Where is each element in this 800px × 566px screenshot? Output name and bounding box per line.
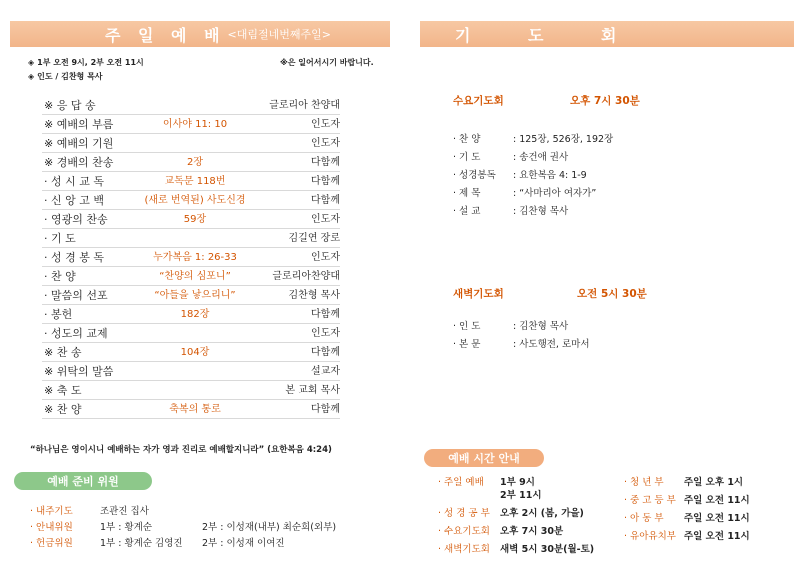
order-item-label: · 신 앙 고 백 (44, 194, 104, 207)
dawn-prayer-name: 새벽기도회 (453, 288, 504, 300)
order-item-leader: 다함께 (311, 195, 340, 206)
order-item-label: ※ 찬 양 (44, 403, 82, 416)
order-item-detail: 182장 (180, 309, 210, 320)
order-item-label: · 말씀의 선포 (44, 289, 108, 302)
order-item-label: ※ 응 답 송 (44, 99, 96, 112)
order-item-label: · 성 시 교 독 (44, 175, 104, 188)
order-item-detail: 축복의 통로 (169, 404, 221, 415)
order-item-label: ※ 예배의 부름 (44, 118, 114, 131)
order-row (42, 229, 340, 248)
prep-row: · 안내위원 1부 : 황계순 2부 : 이성재(내부) 최순희(외부) (30, 522, 337, 533)
list-item: · 본 문 : 사도행전, 로마서 (453, 339, 590, 350)
order-item-label: ※ 경배의 찬송 (44, 156, 114, 169)
diamond-bullet-icon: ◈ (28, 58, 35, 67)
list-item: · 성 경 공 부 오후 2시 (봄, 가을) (438, 508, 584, 519)
order-item-detail: 2장 (186, 157, 204, 168)
order-item-leader: 글로리아 찬양대 (269, 100, 340, 111)
list-item: · 제 목 : “사마리아 여자가” (453, 188, 597, 199)
order-row (42, 153, 340, 172)
order-item-label: ※ 위탁의 말씀 (44, 365, 114, 378)
order-row (42, 286, 340, 305)
wednesday-prayer-name: 수요기도회 (453, 95, 504, 107)
order-item-label: · 성도의 교제 (44, 327, 108, 340)
prep-committee-badge: 예배 준비 위원 (14, 472, 152, 490)
order-row (42, 400, 340, 419)
order-row (42, 96, 340, 115)
order-row (42, 343, 340, 362)
order-item-leader: 인도자 (311, 138, 340, 149)
order-row (42, 324, 340, 343)
worship-times: ◈ 1부 오전 9시, 2부 오전 11시 (28, 58, 144, 67)
order-item-leader: 다함께 (311, 404, 340, 415)
worship-leader: ◈ 인도 / 김찬형 목사 (28, 72, 103, 81)
list-item: · 중 고 등 부 주일 오전 11시 (624, 495, 750, 506)
order-item-label: · 영광의 찬송 (44, 213, 108, 226)
list-item: · 새벽기도회 새벽 5시 30분(월-토) (438, 544, 595, 555)
order-item-detail: 이사야 11: 10 (162, 119, 228, 130)
list-item: · 기 도 : 송건애 권사 (453, 152, 569, 163)
prep-row: · 헌금위원 1부 : 황계순 김영진 2부 : 이성재 이여진 (30, 538, 285, 549)
list-item: · 인 도 : 김찬형 목사 (453, 321, 569, 332)
order-item-leader: 인도자 (311, 328, 340, 339)
order-item-label: · 봉헌 (44, 308, 73, 321)
order-of-worship (42, 96, 340, 419)
list-item: 2부 11시 (500, 490, 542, 501)
list-item: · 수요기도회 오후 7시 30분 (438, 526, 564, 537)
order-row (42, 381, 340, 400)
worship-subtitle: <대림절네번째주일> (227, 28, 331, 41)
dawn-prayer-time: 오전 5시 30분 (577, 288, 647, 300)
order-item-label: · 성 경 봉 독 (44, 251, 104, 264)
order-item-label: ※ 찬 송 (44, 346, 82, 359)
order-item-label: · 찬 양 (44, 270, 76, 283)
order-item-detail: 교독문 118번 (164, 176, 226, 187)
order-item-detail: “아들을 낳으리니” (154, 290, 236, 301)
list-item: · 아 동 부 주일 오전 11시 (624, 513, 750, 524)
order-item-leader: 글로리아찬양대 (272, 271, 340, 282)
order-row (42, 134, 340, 153)
prayer-title: 기 도 회 (455, 25, 643, 45)
order-item-label: ※ 축 도 (44, 384, 82, 397)
schedule-badge: 예배 시간 안내 (424, 449, 544, 467)
list-item: · 유아유치부 주일 오전 11시 (624, 531, 750, 542)
list-item: · 찬 양 : 125장, 526장, 192장 (453, 134, 614, 145)
prayer-header (420, 21, 794, 47)
schedule-right (624, 474, 750, 546)
order-item-leader: 인도자 (311, 214, 340, 225)
order-row (42, 248, 340, 267)
list-item: · 성경봉독 : 요한복음 4: 1-9 (453, 170, 587, 181)
list-item: · 청 년 부 주일 오후 1시 (624, 477, 744, 488)
order-item-label: · 기 도 (44, 232, 76, 245)
worship-header (10, 21, 390, 47)
schedule-left (438, 474, 594, 559)
worship-title: 주 일 예 배 (105, 25, 226, 45)
order-row (42, 267, 340, 286)
order-row (42, 305, 340, 324)
order-row (42, 362, 340, 381)
wednesday-prayer-list (453, 131, 613, 221)
order-item-leader: 다함께 (311, 157, 340, 168)
order-item-leader: 다함께 (311, 176, 340, 187)
order-row (42, 210, 340, 229)
diamond-bullet-icon: ◈ (28, 72, 35, 81)
order-item-leader: 본 교회 목사 (285, 385, 340, 396)
list-item: · 설 교 : 김찬형 목사 (453, 206, 569, 217)
list-item: · 주일 예배 1부 9시 (438, 477, 535, 488)
order-item-detail: 누가복음 1: 26-33 (153, 252, 237, 263)
order-item-detail: (새로 번역된) 사도신경 (144, 195, 246, 206)
order-item-leader: 설교자 (311, 366, 340, 377)
order-item-leader: 다함께 (311, 347, 340, 358)
order-item-detail: 104장 (180, 347, 210, 358)
order-row (42, 172, 340, 191)
order-row (42, 115, 340, 134)
dawn-prayer-list (453, 318, 590, 354)
prep-row: · 내주기도 조관진 집사 (30, 506, 149, 517)
order-row (42, 191, 340, 210)
order-item-leader: 인도자 (311, 119, 340, 130)
order-item-label: ※ 예배의 기원 (44, 137, 114, 150)
order-item-detail: 59장 (183, 214, 207, 225)
order-item-leader: 인도자 (311, 252, 340, 263)
wednesday-prayer-time: 오후 7시 30분 (570, 95, 640, 107)
standing-note: ※은 일어서시기 바랍니다. (280, 58, 374, 67)
order-item-leader: 다함께 (311, 309, 340, 320)
order-item-leader: 김찬형 목사 (288, 290, 340, 301)
order-item-leader: 김길연 장로 (288, 233, 340, 244)
order-item-detail: “찬양의 심포니” (159, 271, 231, 282)
scripture-verse: “하나님은 영이시니 예배하는 자가 영과 진리로 예배할지니라” (요한복음 4:24) (30, 445, 332, 455)
